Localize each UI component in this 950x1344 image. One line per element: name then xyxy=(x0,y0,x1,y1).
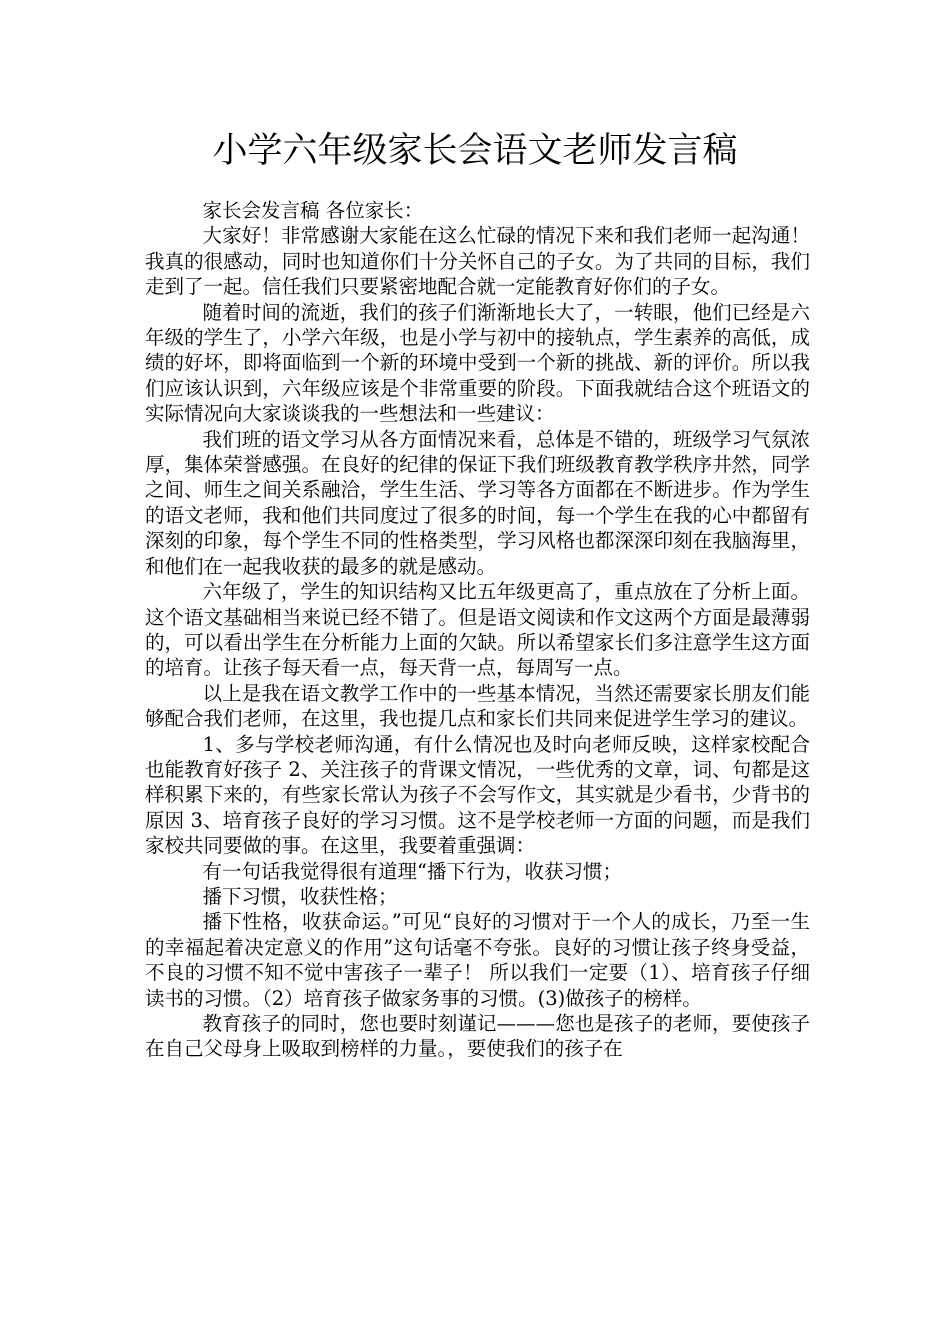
document-title: 小学六年级家长会语文老师发言稿 xyxy=(212,131,738,171)
paragraph-quote-line-1: 有一句话我觉得很有道理“播下行为，收获习惯； xyxy=(202,859,622,883)
paragraph-quote-line-2: 播下习惯，收获性格； xyxy=(202,884,398,908)
paragraph-salutation: 家长会发言稿 各位家长： xyxy=(202,199,424,222)
paragraph-knowledge-structure: 六年级了，学生的知识结构又比五年级更高了，重点放在了分析上面。这个语文基础相当来说已经不错了。但是语文阅读和作文这两个方面是最薄弱的，可以看出学生在分析能力上面的欠缺。所以希望家长们多注意学生这方面的培育。让孩子每天看一点，每天背一点，每周写一点。 xyxy=(145,580,810,680)
paragraph-habits: 播下性格，收获命运。”可见“良好的习惯对于一个人的成长，乃至一生的幸福起着决定意义的作用”这句话毫不夸张。良好的习惯让孩子终身受益，不良的习惯不知不觉中害孩子一辈子！ 所以我们一定要（1）、培育孩子仔细读书的习惯。（2）培育孩子做家务事的习惯。(3)做孩子的榜样。 xyxy=(145,910,810,1010)
paragraph-class-overview: 我们班的语文学习从各方面情况来看，总体是不错的，班级学习气氛浓厚，集体荣誉感强。在良好的纪律的保证下我们班级教育教学秩序井然，同学之间、师生之间关系融洽，学生生活、学习等各方面都在不断进步。作为学生的语文老师，我和他们共同度过了很多的时间，每一个学生在我的心中都留有深刻的印象，每个学生不同的性格类型，学习风格也都深深印刻在我脑海里，和他们在一起我收获的最多的就是感动。 xyxy=(145,427,810,578)
paragraph-role-model: 教育孩子的同时，您也要时刻谨记———您也是孩子的老师，要使孩子在自己父母身上吸取到榜样的力量。，要使我们的孩子在 xyxy=(145,1012,810,1061)
paragraph-grade-six: 随着时间的流逝，我们的孩子们渐渐地长大了，一转眼，他们已经是六年级的学生了，小学六年级，也是小学与初中的接轨点，学生素养的高低，成绩的好坏，即将面临到一个新的环境中受到一个新的挑战、新的评价。所以我们应该认识到，六年级应该是个非常重要的阶段。下面我就结合这个班语文的实际情况向大家谈谈我的一些想法和一些建议： xyxy=(145,300,810,426)
document-body xyxy=(145,198,810,1062)
paragraph-summary: 以上是我在语文教学工作中的一些基本情况，当然还需要家长朋友们能够配合我们老师，在这里，我也提几点和家长们共同来促进学生学习的建议。 xyxy=(145,681,810,731)
paragraph-suggestions: 1、多与学校老师沟通，有什么情况也及时向老师反映，这样家校配合也能教育好孩子 2、关注孩子的背课文情况，一些优秀的文章，词、句都是这样积累下来的，有些家长常认为孩子不会写作文，其实就是少看书，少背书的原因 3、培育孩子良好的学习习惯。这不是学校老师一方面的问题，而是我们家校共同要做的事。在这里，我要着重强调： xyxy=(145,732,810,858)
paragraph-greeting: 大家好！非常感谢大家能在这么忙碌的情况下来和我们老师一起沟通！我真的很感动，同时也知道你们十分关怀自己的子女。为了共同的目标，我们走到了一起。信任我们只要紧密地配合就一定能教育好你们的子女。 xyxy=(145,224,810,299)
